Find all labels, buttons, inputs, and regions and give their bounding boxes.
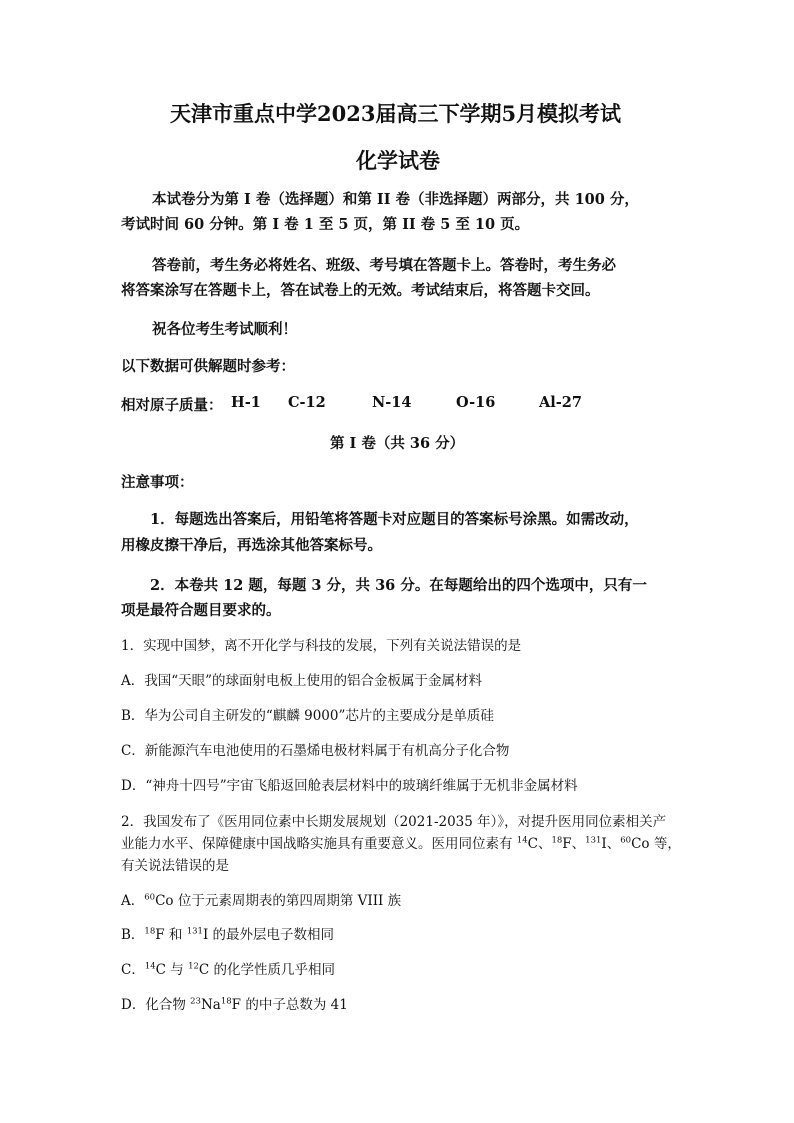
isotope-mass: 14 — [516, 835, 528, 846]
isotope-mass: 18 — [144, 926, 156, 937]
option-text: Na — [200, 997, 221, 1013]
good-luck-line: 祝各位考生考试顺利！ — [152, 321, 297, 338]
isotope-mass: 60 — [620, 835, 632, 846]
question-1-stem: 1．实现中国梦，离不开化学与科技的发展，下列有关说法错误的是 — [121, 638, 522, 654]
stem-text: 业能力水平、保障健康中国战略实施具有重要意义。医用同位素有 — [121, 836, 517, 852]
isotope-mass: 60 — [144, 892, 156, 903]
note-line: 1．每题选出答案后，用铅笔将答题卡对应题目的答案标号涂黑。如需改动， — [150, 511, 639, 528]
atomic-mass-item: C-12 — [288, 394, 326, 411]
exam-subtitle: 化学试卷 — [356, 148, 440, 173]
option-letter: D．化合物 — [121, 997, 191, 1013]
question-1-option-c: C．新能源汽车电池使用的石墨烯电极材料属于有机高分子化合物 — [121, 743, 510, 759]
question-1-option-b: B．华为公司自主研发的“麒麟 9000”芯片的主要成分是单质硅 — [121, 708, 494, 724]
isotope-symbol: F、 — [562, 836, 586, 852]
atomic-mass-item: H-1 — [231, 394, 261, 411]
option-letter: C． — [121, 962, 145, 978]
option-text: I 的最外层电子数相同 — [202, 927, 335, 943]
reference-data-label: 以下数据可供解题时参考： — [121, 358, 295, 375]
option-text: Co 位于元素周期表的第四周期第 VIII 族 — [155, 893, 402, 909]
option-letter: A． — [121, 893, 145, 909]
question-2-stem-line: 有关说法错误的是 — [121, 858, 229, 874]
question-2-option-a — [121, 889, 401, 909]
isotope-symbol: I、 — [601, 836, 621, 852]
question-1-option-a: A．我国“天眼”的球面射电板上使用的铝合金板属于金属材料 — [121, 673, 483, 689]
note-line: 项是最符合题目要求的。 — [121, 602, 281, 619]
intro-line: 将答案涂写在答题卡上，答在试卷上的无效。考试结束后，将答题卡交回。 — [121, 282, 600, 299]
option-text: F 和 — [155, 927, 187, 943]
isotope-mass: 18 — [551, 835, 563, 846]
atomic-mass-item: Al-27 — [539, 394, 582, 411]
option-letter: B． — [121, 927, 145, 943]
isotope-mass: 131 — [186, 926, 203, 937]
note-line: 用橡皮擦干净后，再选涂其他答案标号。 — [121, 537, 382, 554]
intro-line: 答卷前，考生务必将姓名、班级、考号填在答题卡上。答卷时，考生务必 — [152, 257, 616, 274]
exam-title: 天津市重点中学2023届高三下学期5月模拟考试 — [170, 101, 622, 126]
isotope-symbol: C、 — [527, 836, 552, 852]
isotope-mass: 18 — [220, 996, 232, 1007]
option-text: C 与 — [155, 962, 189, 978]
isotope-symbol: Co 等， — [631, 836, 681, 852]
note-line: 2．本卷共 12 题，每题 3 分，共 36 分。在每题给出的四个选项中，只有一 — [150, 577, 647, 594]
notes-label: 注意事项： — [121, 474, 194, 491]
question-2-stem-line: 2．我国发布了《医用同位素中长期发展规划（2021-2035 年）》，对提升医用同位素相关产 — [121, 814, 667, 830]
question-2-stem-line — [121, 832, 681, 852]
intro-line: 本试卷分为第 I 卷（选择题）和第 II 卷（非选择题）两部分，共 100 分， — [152, 191, 639, 208]
atomic-mass-item: O-16 — [456, 394, 496, 411]
question-2-option-d — [121, 993, 348, 1013]
isotope-mass: 14 — [144, 961, 156, 972]
question-1-option-d: D．“神舟十四号”宇宙飞船返回舱表层材料中的玻璃纤维属于无机非金属材料 — [121, 778, 578, 794]
question-2-option-b — [121, 923, 334, 943]
atomic-mass-row — [121, 394, 681, 414]
isotope-mass: 131 — [585, 835, 602, 846]
question-2-option-c — [121, 958, 335, 978]
atomic-mass-item: N-14 — [372, 394, 412, 411]
intro-line: 考试时间 60 分钟。第 I 卷 1 至 5 页，第 II 卷 5 至 10 页。 — [121, 216, 530, 233]
isotope-mass: 12 — [188, 961, 199, 972]
option-text: F 的中子总数为 41 — [231, 997, 348, 1013]
option-text: C 的化学性质几乎相同 — [198, 962, 336, 978]
atomic-mass-label: 相对原子质量： — [121, 397, 223, 414]
isotope-mass: 23 — [190, 996, 201, 1007]
section-title: 第 I 卷（共 36 分） — [330, 435, 465, 452]
